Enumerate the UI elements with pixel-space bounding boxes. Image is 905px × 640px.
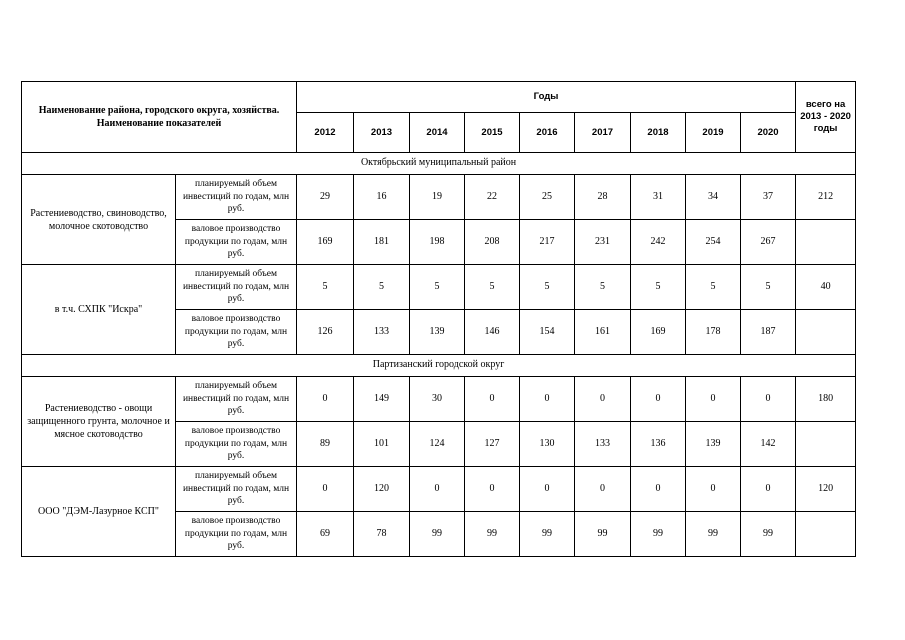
total-cell	[796, 220, 856, 265]
value-cell: 5	[410, 265, 465, 310]
total-header-line-1: всего на	[805, 99, 846, 111]
value-cell: 0	[741, 377, 796, 422]
value-cell: 0	[741, 467, 796, 512]
organization-name: Растениеводство, свиноводство, молочное скотоводство	[22, 175, 176, 265]
years-header: Годы	[297, 82, 796, 113]
total-header-line-3: годы	[813, 122, 838, 134]
table-row	[22, 265, 856, 310]
value-cell: 5	[575, 265, 631, 310]
value-cell: 146	[465, 310, 520, 355]
value-cell: 37	[741, 175, 796, 220]
value-cell: 127	[465, 422, 520, 467]
organization-name: Растениеводство - овощи защищенного грунта, молочное и мясное скотоводство	[22, 377, 176, 467]
value-cell: 0	[465, 467, 520, 512]
organization-name: в т.ч. СХПК "Искра"	[22, 265, 176, 355]
value-cell: 78	[354, 512, 410, 557]
value-cell: 217	[520, 220, 575, 265]
table-title-line-1: Наименование района, городского округа, хозяйства.	[38, 105, 280, 116]
value-cell: 99	[575, 512, 631, 557]
value-cell: 142	[741, 422, 796, 467]
total-cell	[796, 310, 856, 355]
value-cell: 34	[686, 175, 741, 220]
value-cell: 0	[520, 467, 575, 512]
indicator-label: валовое производство продукции по годам, млн руб.	[176, 310, 297, 355]
value-cell: 99	[520, 512, 575, 557]
value-cell: 154	[520, 310, 575, 355]
value-cell: 101	[354, 422, 410, 467]
organization-name: ООО "ДЭМ-Лазурное КСП"	[22, 467, 176, 557]
value-cell: 126	[297, 310, 354, 355]
value-cell: 139	[410, 310, 465, 355]
value-cell: 136	[631, 422, 686, 467]
total-cell: 40	[796, 265, 856, 310]
value-cell: 22	[465, 175, 520, 220]
indicator-label: валовое производство продукции по годам, млн руб.	[176, 512, 297, 557]
total-cell	[796, 422, 856, 467]
year-header-cell: 2017	[575, 113, 631, 153]
value-cell: 267	[741, 220, 796, 265]
value-cell: 29	[297, 175, 354, 220]
value-cell: 5	[297, 265, 354, 310]
value-cell: 0	[410, 467, 465, 512]
value-cell: 0	[575, 377, 631, 422]
value-cell: 0	[631, 377, 686, 422]
investment-table	[21, 81, 856, 557]
value-cell: 242	[631, 220, 686, 265]
value-cell: 0	[686, 377, 741, 422]
value-cell: 124	[410, 422, 465, 467]
value-cell: 99	[631, 512, 686, 557]
indicator-label: валовое производство продукции по годам, млн руб.	[176, 422, 297, 467]
table-title-header	[22, 82, 297, 153]
value-cell: 169	[297, 220, 354, 265]
value-cell: 181	[354, 220, 410, 265]
indicator-label: планируемый объем инвестиций по годам, млн руб.	[176, 377, 297, 422]
section-row	[22, 355, 856, 377]
total-cell: 180	[796, 377, 856, 422]
table-row	[22, 467, 856, 512]
value-cell: 0	[575, 467, 631, 512]
value-cell: 99	[410, 512, 465, 557]
value-cell: 0	[297, 377, 354, 422]
table-title-line-2: Наименование показателей	[96, 118, 222, 129]
value-cell: 99	[741, 512, 796, 557]
total-cell: 120	[796, 467, 856, 512]
year-header-cell: 2013	[354, 113, 410, 153]
value-cell: 208	[465, 220, 520, 265]
value-cell: 28	[575, 175, 631, 220]
value-cell: 0	[686, 467, 741, 512]
total-cell: 212	[796, 175, 856, 220]
table-row	[22, 175, 856, 220]
year-header-cell: 2019	[686, 113, 741, 153]
value-cell: 198	[410, 220, 465, 265]
value-cell: 169	[631, 310, 686, 355]
value-cell: 31	[631, 175, 686, 220]
value-cell: 19	[410, 175, 465, 220]
value-cell: 5	[631, 265, 686, 310]
value-cell: 5	[354, 265, 410, 310]
indicator-label: планируемый объем инвестиций по годам, млн руб.	[176, 175, 297, 220]
year-header-cell: 2012	[297, 113, 354, 153]
value-cell: 0	[520, 377, 575, 422]
value-cell: 161	[575, 310, 631, 355]
total-header-line-2: 2013 - 2020	[800, 111, 851, 123]
value-cell: 187	[741, 310, 796, 355]
value-cell: 0	[297, 467, 354, 512]
value-cell: 133	[354, 310, 410, 355]
value-cell: 5	[686, 265, 741, 310]
table-row	[22, 377, 856, 422]
value-cell: 89	[297, 422, 354, 467]
value-cell: 130	[520, 422, 575, 467]
value-cell: 139	[686, 422, 741, 467]
section-row	[22, 153, 856, 175]
total-cell	[796, 512, 856, 557]
header-row-1	[22, 82, 856, 113]
indicator-label: валовое производство продукции по годам, млн руб.	[176, 220, 297, 265]
value-cell: 99	[465, 512, 520, 557]
indicator-label: планируемый объем инвестиций по годам, млн руб.	[176, 467, 297, 512]
value-cell: 16	[354, 175, 410, 220]
section-title: Партизанский городской округ	[22, 355, 856, 377]
year-header-cell: 2015	[465, 113, 520, 153]
value-cell: 5	[520, 265, 575, 310]
value-cell: 0	[631, 467, 686, 512]
value-cell: 99	[686, 512, 741, 557]
year-header-cell: 2018	[631, 113, 686, 153]
value-cell: 254	[686, 220, 741, 265]
indicator-label: планируемый объем инвестиций по годам, млн руб.	[176, 265, 297, 310]
value-cell: 231	[575, 220, 631, 265]
value-cell: 120	[354, 467, 410, 512]
value-cell: 69	[297, 512, 354, 557]
year-header-cell: 2020	[741, 113, 796, 153]
value-cell: 5	[741, 265, 796, 310]
year-header-cell: 2016	[520, 113, 575, 153]
value-cell: 133	[575, 422, 631, 467]
value-cell: 178	[686, 310, 741, 355]
total-header	[796, 82, 856, 153]
year-header-cell: 2014	[410, 113, 465, 153]
value-cell: 149	[354, 377, 410, 422]
value-cell: 0	[465, 377, 520, 422]
value-cell: 5	[465, 265, 520, 310]
section-title: Октябрьский муниципальный район	[22, 153, 856, 175]
value-cell: 25	[520, 175, 575, 220]
value-cell: 30	[410, 377, 465, 422]
